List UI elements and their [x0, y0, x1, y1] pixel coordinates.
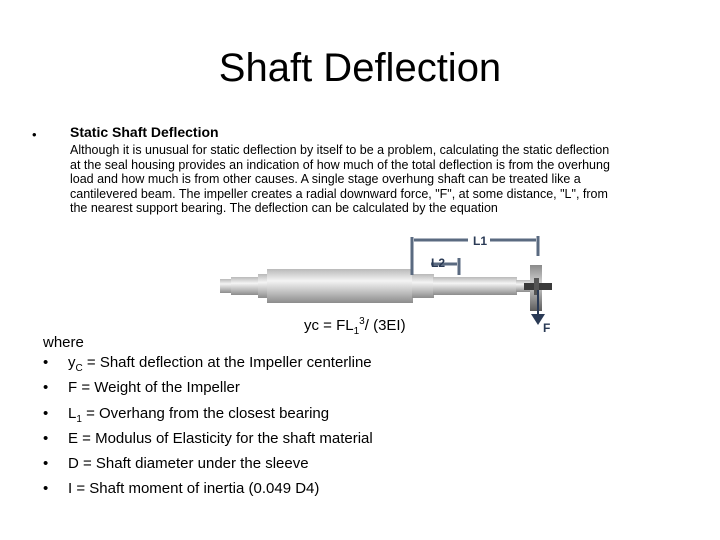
l1-label: L1: [473, 234, 488, 248]
bullet-marker: •: [43, 480, 49, 498]
bullet-marker: •: [43, 455, 49, 473]
equation-rhs: / (3EI): [364, 317, 406, 334]
definition-item: • D = Shaft diameter under the sleeve: [43, 455, 309, 473]
paragraph-line: Although it is unusual for static deflection by itself to be a problem, calculating the static deflection: [70, 143, 610, 157]
definition-item: • F = Weight of the Impeller: [43, 379, 240, 397]
bullet-marker: •: [43, 354, 49, 371]
definition-item: • $L_1$ = Overhang from the closest bearing: [43, 404, 330, 425]
force-label: F: [543, 321, 551, 335]
section-heading: Static Shaft Deflection: [70, 124, 219, 140]
shaft-body: [220, 269, 530, 303]
equation-superscript: 3: [359, 316, 365, 327]
paragraph-line: load and how much is from other causes. A single stage overhung shaft can be treated like a: [70, 172, 581, 186]
l2-label: L2: [431, 256, 446, 270]
definition-item: • E = Modulus of Elasticity for the shaft material: [43, 429, 373, 447]
bullet-marker: •: [43, 404, 49, 422]
description-paragraph: [70, 143, 682, 216]
bullet-marker: •: [32, 127, 37, 142]
slide-title: Shaft Deflection: [218, 46, 502, 90]
definition-item: • I = Shaft moment of inertia (0.049 D4): [43, 480, 320, 498]
where-label: where: [43, 334, 84, 351]
equation-lhs: yc = FL: [304, 317, 354, 334]
deflection-equation: [304, 316, 406, 337]
equation-subscript: 1: [353, 326, 360, 337]
bullet-marker: •: [43, 379, 49, 397]
paragraph-line: the nearest support bearing. The deflection can be calculated by the equation: [70, 201, 498, 215]
bullet-marker: •: [43, 429, 49, 447]
paragraph-line: at the seal housing provides an indication of how much of the total deflection is from the overhung: [70, 157, 610, 172]
paragraph-line: cantilevered beam. The impeller creates a radial downward force, "F", at some distance, "L", from: [70, 186, 608, 201]
definition-item: • $y_C$ = Shaft deflection at the Impeller centerline: [43, 354, 372, 374]
definitions-list: [43, 353, 373, 505]
